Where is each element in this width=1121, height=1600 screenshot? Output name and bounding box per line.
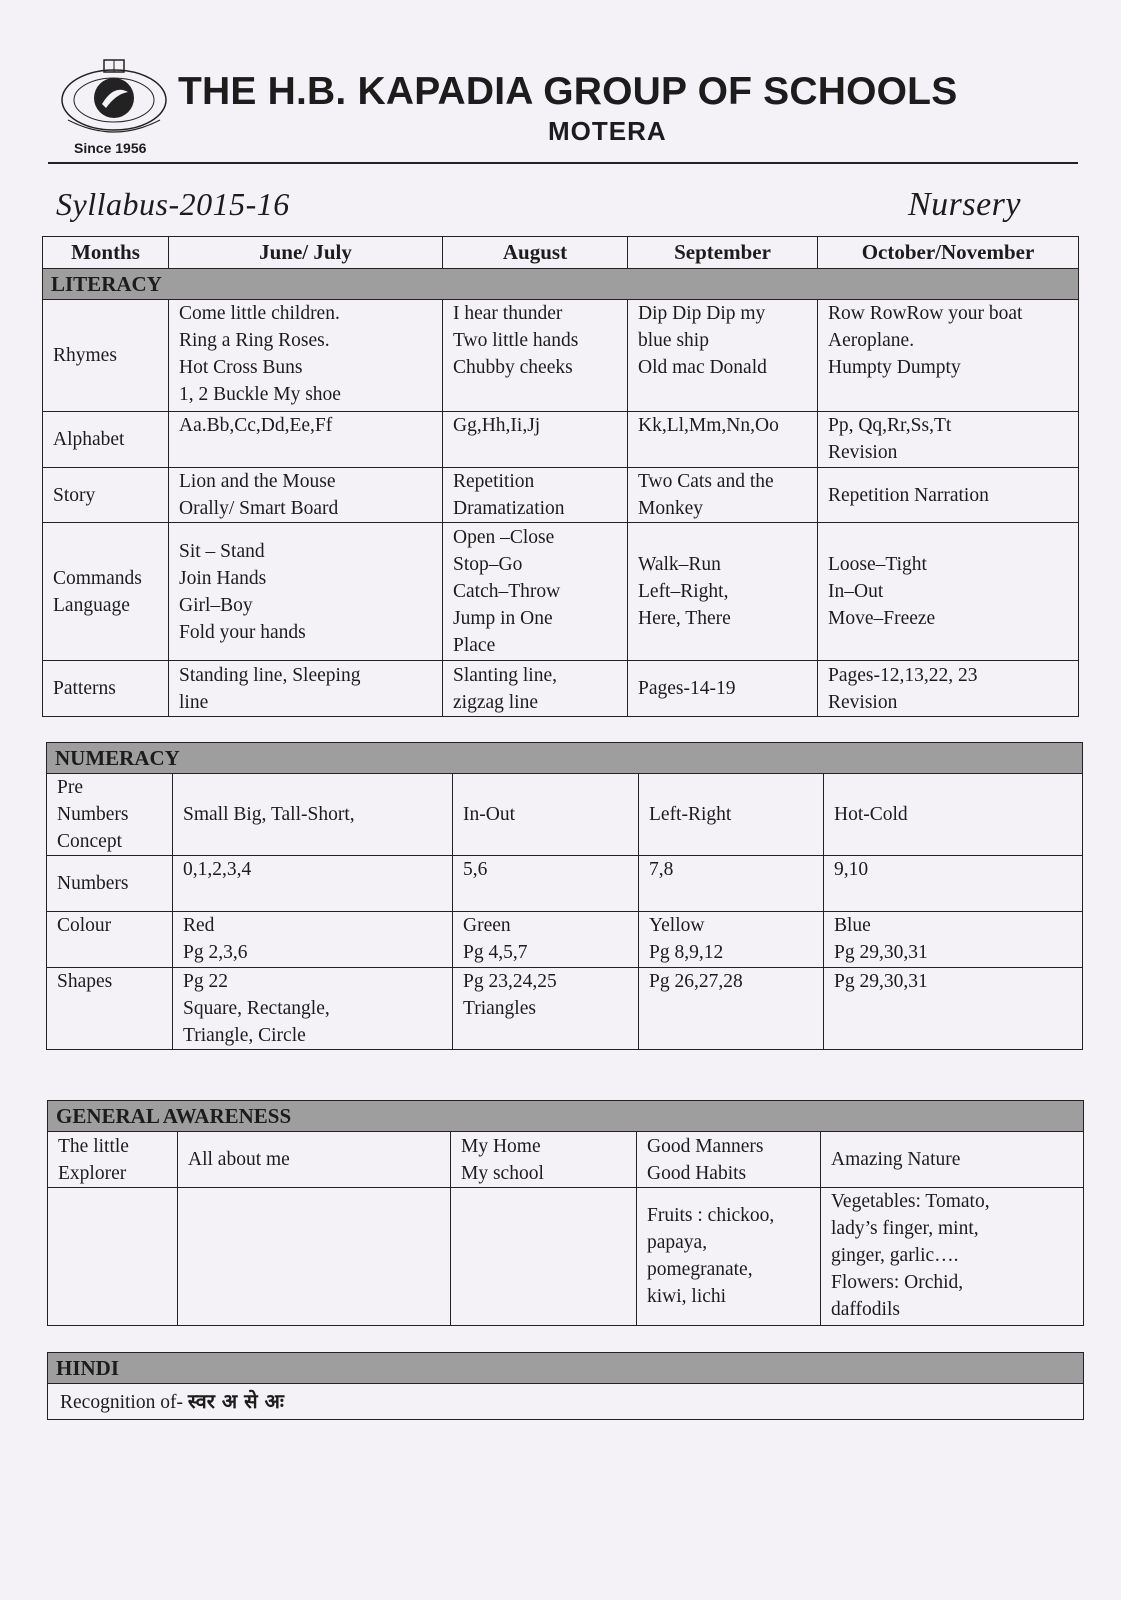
- table-cell: Come little children. Ring a Ring Roses. Hot Cross Buns 1, 2 Buckle My shoe: [169, 300, 443, 412]
- row-label-story: Story: [43, 468, 169, 523]
- row-label-colour: Colour: [47, 912, 173, 968]
- hindi-table: [47, 1352, 1084, 1420]
- row-label-commands-language: Commands Language: [43, 523, 169, 661]
- month-june-july: June/ July: [169, 237, 443, 269]
- table-row: [48, 1384, 1084, 1420]
- literacy-heading-row: [43, 269, 1079, 300]
- table-cell: Green Pg 4,5,7: [453, 912, 639, 968]
- month-october-november: October/November: [818, 237, 1079, 269]
- table-cell: Row RowRow your boat Aeroplane. Humpty Dumpty: [818, 300, 1079, 412]
- hindi-letters: स्वर अ से अः: [187, 1388, 284, 1413]
- table-cell: Fruits : chickoo, papaya, pomegranate, kiwi, lichi: [637, 1188, 821, 1326]
- table-cell: My Home My school: [451, 1132, 637, 1188]
- literacy-heading: LITERACY: [43, 269, 1079, 300]
- table-cell: Gg,Hh,Ii,Jj: [443, 412, 628, 468]
- row-label-pre-numbers-concept: Pre Numbers Concept: [47, 774, 173, 856]
- table-cell: Kk,Ll,Mm,Nn,Oo: [628, 412, 818, 468]
- general-awareness-table: [47, 1100, 1084, 1326]
- table-cell: I hear thunder Two little hands Chubby cheeks: [443, 300, 628, 412]
- table-cell: Pages-12,13,22, 23 Revision: [818, 661, 1079, 717]
- row-label-little-explorer: The little Explorer: [48, 1132, 178, 1188]
- table-cell: Repetition Narration: [818, 468, 1079, 523]
- table-cell: Walk–Run Left–Right, Here, There: [628, 523, 818, 661]
- table-cell: Left-Right: [639, 774, 824, 856]
- table-row: [48, 1188, 1084, 1326]
- header-divider: [48, 162, 1078, 164]
- table-row: [47, 912, 1083, 968]
- table-cell: Dip Dip Dip my blue ship Old mac Donald: [628, 300, 818, 412]
- table-cell: 9,10: [824, 856, 1083, 912]
- table-cell: Standing line, Sleeping line: [169, 661, 443, 717]
- school-name: THE H.B. KAPADIA GROUP OF SCHOOLS: [178, 70, 958, 113]
- table-cell: Open –Close Stop–Go Catch–Throw Jump in One Place: [443, 523, 628, 661]
- table-cell: Sit – Stand Join Hands Girl–Boy Fold your hands: [169, 523, 443, 661]
- table-cell: In-Out: [453, 774, 639, 856]
- table-cell: 5,6: [453, 856, 639, 912]
- table-row: [43, 300, 1079, 412]
- table-row: [43, 661, 1079, 717]
- numeracy-heading-row: [47, 743, 1083, 774]
- numeracy-table: [46, 742, 1083, 1050]
- month-august: August: [443, 237, 628, 269]
- table-cell: Two Cats and the Monkey: [628, 468, 818, 523]
- school-logo: [54, 54, 172, 154]
- table-cell: Small Big, Tall-Short,: [173, 774, 453, 856]
- row-label-alphabet: Alphabet: [43, 412, 169, 468]
- table-cell: Pg 22 Square, Rectangle, Triangle, Circle: [173, 968, 453, 1050]
- table-cell: Blue Pg 29,30,31: [824, 912, 1083, 968]
- table-cell: Good Manners Good Habits: [637, 1132, 821, 1188]
- table-cell: Slanting line, zigzag line: [443, 661, 628, 717]
- table-cell: Pg 23,24,25 Triangles: [453, 968, 639, 1050]
- row-label-patterns: Patterns: [43, 661, 169, 717]
- row-label-empty: [48, 1188, 178, 1326]
- table-cell: Repetition Dramatization: [443, 468, 628, 523]
- hindi-prefix: Recognition of-: [60, 1391, 183, 1413]
- table-cell: Loose–Tight In–Out Move–Freeze: [818, 523, 1079, 661]
- table-cell: [451, 1188, 637, 1326]
- hindi-recognition-cell: [48, 1384, 1084, 1420]
- table-cell: 7,8: [639, 856, 824, 912]
- table-row: [43, 523, 1079, 661]
- row-label-numbers: Numbers: [47, 856, 173, 912]
- table-row: [43, 468, 1079, 523]
- numeracy-heading: NUMERACY: [47, 743, 1083, 774]
- table-cell: [178, 1188, 451, 1326]
- row-label-shapes: Shapes: [47, 968, 173, 1050]
- general-awareness-heading-row: [48, 1101, 1084, 1132]
- table-cell: Aa.Bb,Cc,Dd,Ee,Ff: [169, 412, 443, 468]
- months-header-row: [43, 237, 1079, 269]
- table-row: [47, 774, 1083, 856]
- since-text: Since 1956: [74, 140, 147, 156]
- table-cell: Yellow Pg 8,9,12: [639, 912, 824, 968]
- table-cell: Amazing Nature: [821, 1132, 1084, 1188]
- table-cell: All about me: [178, 1132, 451, 1188]
- row-label-rhymes: Rhymes: [43, 300, 169, 412]
- syllabus-title: Syllabus-2015-16: [56, 186, 290, 222]
- table-cell: Pages-14-19: [628, 661, 818, 717]
- table-cell: Pg 29,30,31: [824, 968, 1083, 1050]
- table-cell: Red Pg 2,3,6: [173, 912, 453, 968]
- months-header: Months: [43, 237, 169, 269]
- grade-title: Nursery: [907, 186, 1021, 223]
- table-cell: Lion and the Mouse Orally/ Smart Board: [169, 468, 443, 523]
- table-cell: Hot-Cold: [824, 774, 1083, 856]
- table-row: [43, 412, 1079, 468]
- table-cell: Vegetables: Tomato, lady’s finger, mint, ginger, garlic…. Flowers: Orchid, daffodils: [821, 1188, 1084, 1326]
- month-september: September: [628, 237, 818, 269]
- table-row: [48, 1132, 1084, 1188]
- table-row: [47, 856, 1083, 912]
- school-location: MOTERA: [548, 116, 667, 146]
- table-cell: Pg 26,27,28: [639, 968, 824, 1050]
- literacy-table: [42, 236, 1079, 717]
- general-awareness-heading: GENERAL AWARENESS: [48, 1101, 1084, 1132]
- table-cell: 0,1,2,3,4: [173, 856, 453, 912]
- table-cell: Pp, Qq,Rr,Ss,Tt Revision: [818, 412, 1079, 468]
- hindi-heading-row: [48, 1353, 1084, 1384]
- table-row: [47, 968, 1083, 1050]
- school-header: [48, 50, 1076, 166]
- hindi-heading: HINDI: [48, 1353, 1084, 1384]
